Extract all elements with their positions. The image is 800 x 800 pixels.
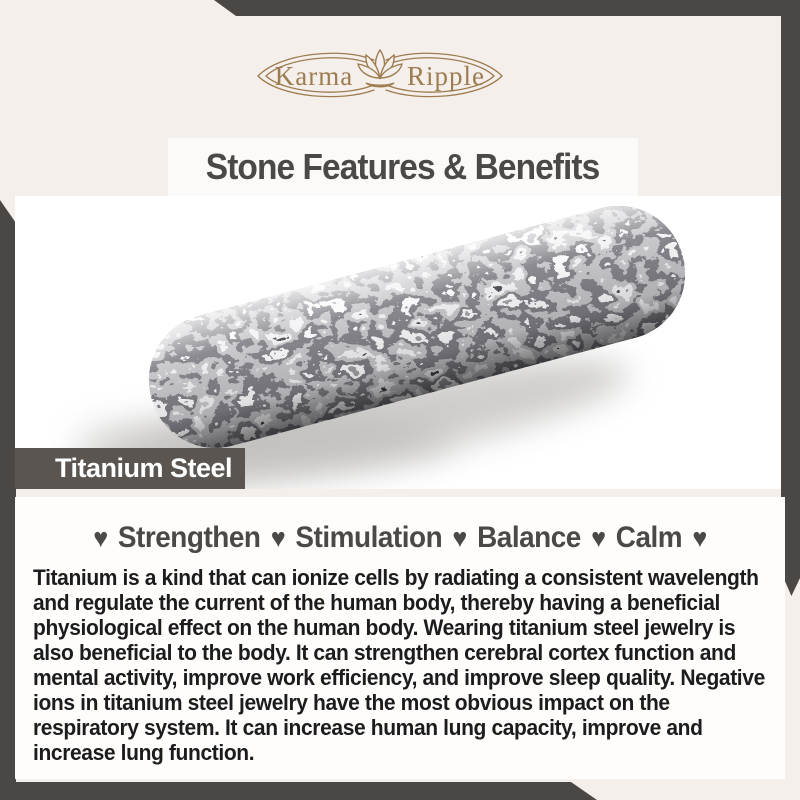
content-panel xyxy=(15,497,785,779)
benefit-keyword: Balance xyxy=(477,521,581,554)
brand-logo xyxy=(250,38,510,112)
section-title: Stone Features & Benefits xyxy=(206,146,600,187)
frame-top-strip xyxy=(214,0,800,16)
heart-icon: ♥ xyxy=(591,522,606,553)
benefit-keyword: Strengthen xyxy=(117,521,261,554)
benefits-heading xyxy=(42,521,758,555)
photo-panel xyxy=(15,196,781,489)
stone-description: Titanium is a kind that can ionize cells by radiating a consistent wavelength and regulate the current of the human body, thereby having a beneficial physiological effect on the human body. Wearing titanium steel jewelry is also beneficial to the body. It can strengthen cerebral cortex function and mental activity, improve work efficiency, and improve sleep quality. Negative ions in titanium steel jewelry have the most obvious impact on the respiratory system. It can increase human lung capacity, improve and increase lung function. xyxy=(33,565,765,765)
frame-bottom-strip xyxy=(0,782,597,800)
stone-label: Titanium Steel xyxy=(55,453,233,483)
titanium-rod-photo xyxy=(15,196,781,489)
heart-icon: ♥ xyxy=(692,522,707,553)
brand-name-karma: Karma xyxy=(274,61,354,91)
lotus-icon xyxy=(358,50,402,87)
heart-icon: ♥ xyxy=(270,522,286,553)
benefit-keyword: Stimulation xyxy=(295,521,443,554)
benefit-keyword: Calm xyxy=(615,521,683,554)
stone-label-band xyxy=(15,448,245,489)
frame-left-strip xyxy=(0,200,16,800)
heart-icon: ♥ xyxy=(93,522,108,553)
heart-icon: ♥ xyxy=(452,522,467,553)
section-title-panel xyxy=(168,138,638,196)
brand-name-ripple: Ripple xyxy=(407,61,485,91)
